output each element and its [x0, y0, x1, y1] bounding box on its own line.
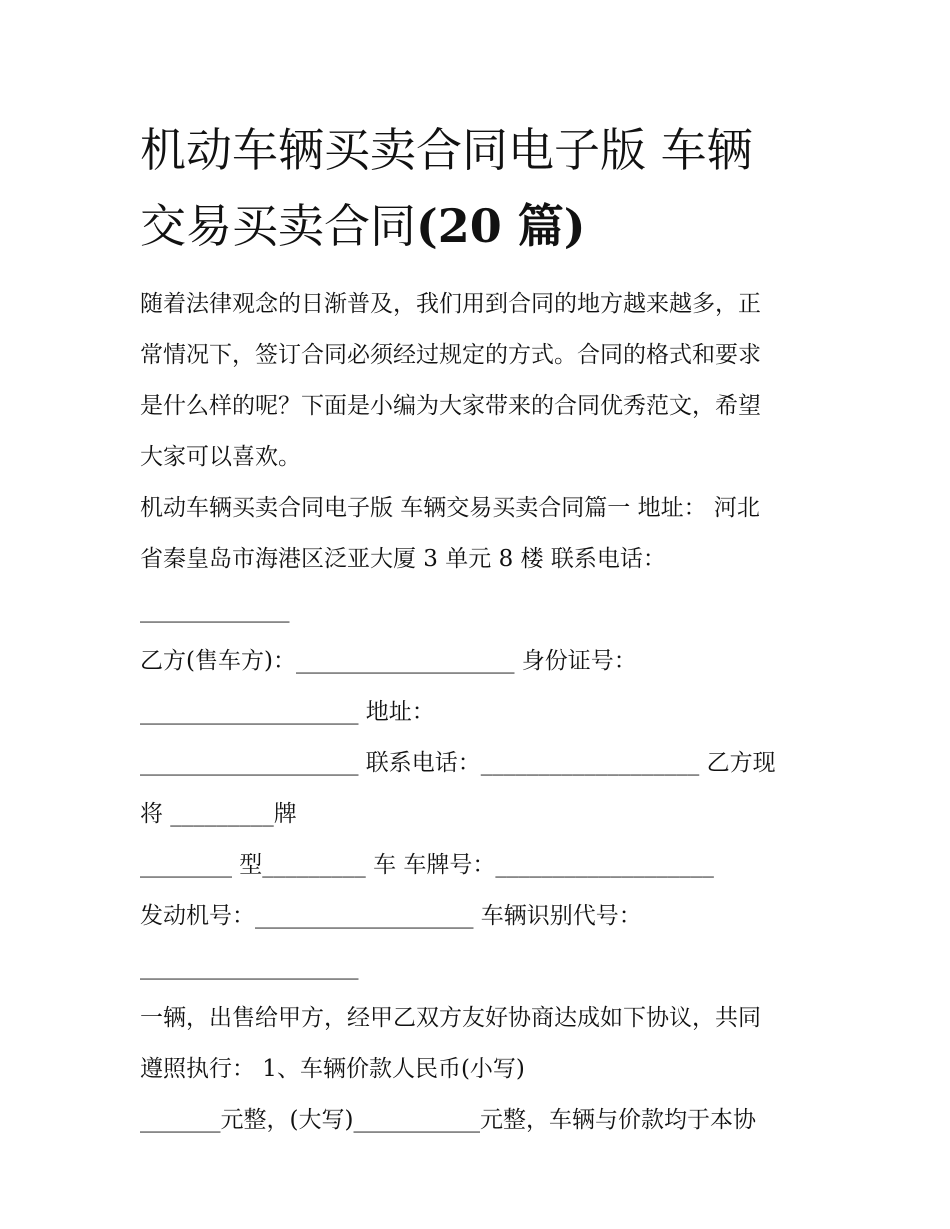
phone-blank-line: _____________	[140, 597, 290, 623]
model-plate-line: ________ 型_________ 车 车牌号：___________________	[140, 852, 714, 878]
agreement-line-2: 遵照执行： 1、车辆价款人民币(小写)	[140, 1056, 525, 1082]
contact-line: ___________________ 联系电话：___________________ 乙方现	[140, 750, 776, 776]
title-line-2-main: 交易买卖合同	[140, 199, 416, 253]
intro-line-2: 常情况下，签订合同必须经过规定的方式。合同的格式和要求	[140, 342, 761, 368]
agreement-line-1: 一辆，出售给甲方，经甲乙双方友好协商达成如下协议，共同	[140, 1005, 761, 1031]
seller-line: 乙方(售车方)：___________________ 身份证号：	[140, 648, 637, 674]
intro-line-1: 随着法律观念的日渐普及，我们用到合同的地方越来越多，正	[140, 291, 761, 317]
title-line-2	[140, 188, 820, 264]
document-title	[140, 112, 820, 264]
intro-line-3: 是什么样的呢？下面是小编为大家带来的合同优秀范文，希望	[140, 393, 761, 419]
title-line-1: 机动车辆买卖合同电子版 车辆	[140, 123, 753, 177]
brand-line: 将 _________牌	[140, 801, 297, 827]
contract-heading-line: 机动车辆买卖合同电子版 车辆交易买卖合同篇一 地址： 河北	[140, 495, 760, 521]
intro-line-4: 大家可以喜欢。	[140, 444, 301, 470]
address-line: 省秦皇岛市海港区泛亚大厦 3 单元 8 楼 联系电话：	[140, 546, 666, 572]
price-line: _______元整，(大写)___________元整，车辆与价款均于本协	[140, 1107, 756, 1133]
id-address-line: ___________________ 地址：	[140, 699, 435, 725]
document-body	[140, 279, 820, 1146]
engine-vin-line: 发动机号：___________________ 车辆识别代号：	[140, 903, 642, 929]
title-line-2-count: (20 篇)	[416, 199, 586, 253]
vin-blank-line: ___________________	[140, 954, 359, 980]
